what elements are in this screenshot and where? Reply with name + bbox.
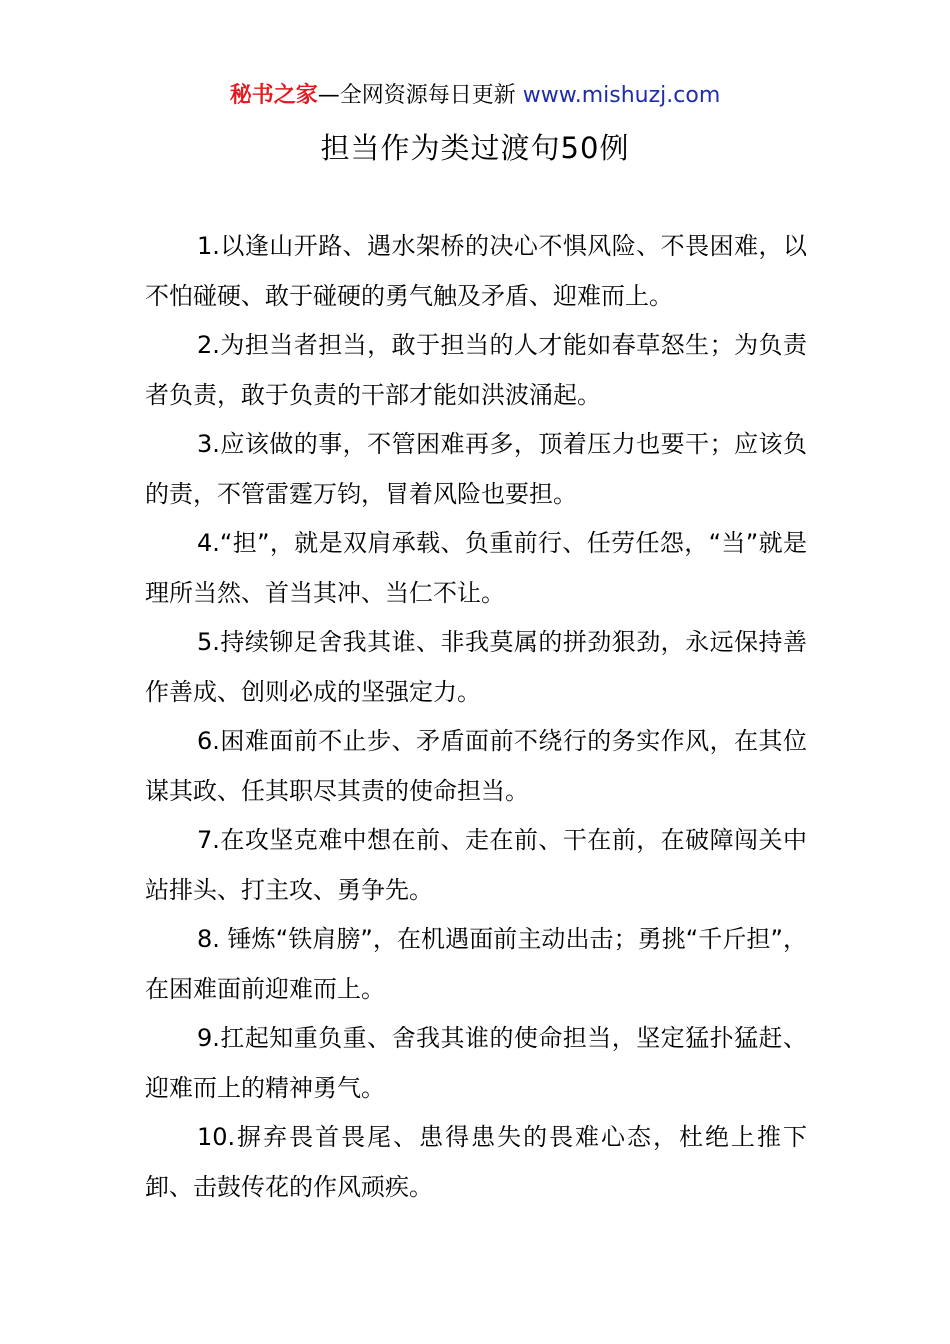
document-body	[145, 222, 807, 1212]
site-url-link[interactable]: www.mishuzj.com	[522, 83, 721, 108]
paragraph: 6.困难面前不止步、矛盾面前不绕行的务实作风，在其位谋其政、任其职尽其责的使命担当。	[145, 727, 807, 805]
paragraph: 10.摒弃畏首畏尾、患得患失的畏难心态，杜绝上推下卸、击鼓传花的作风顽疾。	[145, 1123, 807, 1201]
paragraph: 1.以逢山开路、遇水架桥的决心不惧风险、不畏困难，以不怕碰硬、敢于碰硬的勇气触及矛盾、迎难而上。	[145, 232, 807, 310]
paragraph: 2.为担当者担当，敢于担当的人才能如春草怒生；为负责者负责，敢于负责的干部才能如洪波涌起。	[145, 331, 807, 409]
brand-name: 秘书之家	[229, 83, 318, 108]
paragraph: 3.应该做的事，不管困难再多，顶着压力也要干；应该负的责，不管雷霆万钧，冒着风险也要担。	[145, 430, 807, 508]
header-tagline: —全网资源每日更新	[317, 83, 516, 108]
paragraph: 9.扛起知重负重、舍我其谁的使命担当，坚定猛扑猛赶、迎难而上的精神勇气。	[145, 1024, 807, 1102]
paragraph: 8. 锤炼“铁肩膀”，在机遇面前主动出击；勇挑“千斤担”，在困难面前迎难而上。	[145, 925, 807, 1003]
document-title: 担当作为类过渡句50例	[320, 131, 630, 165]
paragraph: 4.“担”，就是双肩承载、负重前行、任劳任怨，“当”就是理所当然、首当其冲、当仁不让。	[145, 529, 807, 607]
site-header	[0, 80, 950, 112]
paragraph: 7.在攻坚克难中想在前、走在前、干在前，在破障闯关中站排头、打主攻、勇争先。	[145, 826, 807, 904]
paragraph: 5.持续铆足舍我其谁、非我莫属的拼劲狠劲，永远保持善作善成、创则必成的坚强定力。	[145, 628, 807, 706]
